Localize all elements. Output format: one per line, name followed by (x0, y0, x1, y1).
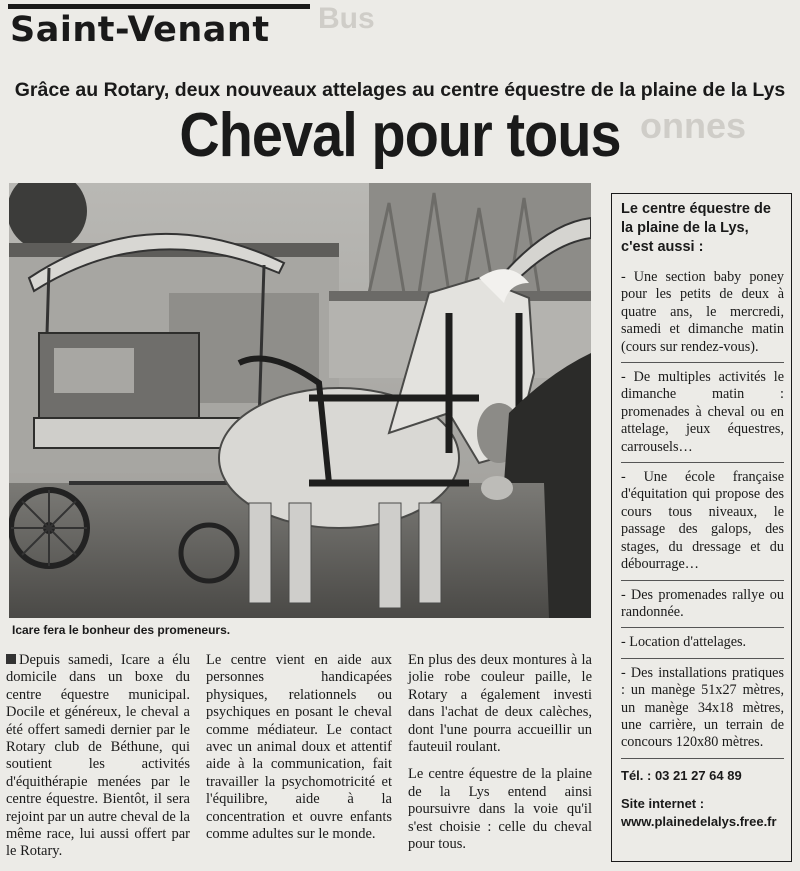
article-column-3 (408, 652, 592, 863)
sidebar-website: Site internet : www.plainedelalys.free.fr (621, 795, 777, 829)
sidebar-title: Le centre équestre de la plaine de la Lys, c'est aussi : (621, 201, 771, 255)
article-column-1 (6, 652, 190, 871)
sidebar-item: - Des installations pratiques : un manège 51x27 mètres, un manège 34x18 mètres, une carrière, un terrain de concours 120x80 mètres. (621, 659, 784, 759)
horse-carriage-photo-illustration (9, 183, 591, 618)
sidebar-item: - Une section baby poney pour les petits de deux à quatre ans, le mercredi, samedi et dimanche matin (cours sur rendez-vous). (621, 263, 784, 363)
article-paragraph: En plus des deux montures à la jolie robe couleur paille, le Rotary a également investi dans l'achat de deux calèches, dont l'une pourra accueillir un fauteuil roulant. (408, 652, 592, 756)
sidebar-item: - Location d'attelages. (621, 628, 784, 658)
sidebar-item: - De multiples activités le dimanche matin : promenades à cheval ou en attelage, jeux équestres, carrousels… (621, 363, 784, 463)
info-sidebar (611, 193, 792, 862)
section-title: Saint-Venant (10, 10, 270, 50)
article-paragraph: Depuis samedi, Icare a élu domicile dans un boxe du centre équestre municipal. Docile et généreux, le cheval a été offert samedi dernier par le Rotary club de Béthune, qui soutient les activités d'équithérapie menées par le centre équestre. Bientôt, il sera rejoint par un autre cheval de la même race, lui aussi offert par le Rotary. (6, 652, 190, 860)
article-paragraph: Le centre équestre de la plaine de la Lys entend ainsi poursuivre dans la voie qu'il s'est choisie : celle du cheval pour tous. (408, 766, 592, 853)
sidebar-item: - Des promenades rallye ou randonnée. (621, 581, 784, 629)
article-paragraph: Le centre vient en aide aux personnes handicapées physiques, relationnels ou psychiques en posant le cheval comme médiateur. Le contact avec un animal doux et attentif aide à la communication, fait travailler la psychomotricité et l'équilibre, aide à la concentration et ouvre enfants comme adultes sur le monde. (206, 652, 392, 843)
article-kicker: Grâce au Rotary, deux nouveaux attelages au centre équestre de la plaine de la Lys (14, 79, 786, 101)
sidebar-item: - Une école française d'équitation qui propose des cours tous niveaux, le passage des galops, des stages, du dressage et du débourrage… (621, 463, 784, 580)
article-column-2 (206, 652, 392, 853)
bleed-through-decoration: Bus (318, 2, 375, 35)
article-photo (9, 183, 591, 618)
section-rule (8, 4, 310, 9)
photo-caption: Icare fera le bonheur des promeneurs. (12, 623, 231, 637)
sidebar-phone: Tél. : 03 21 27 64 89 (621, 767, 742, 783)
bleed-through-decoration: onnes (640, 105, 747, 146)
paragraph-marker-icon (6, 654, 16, 664)
article-headline: Cheval pour tous (179, 101, 621, 170)
